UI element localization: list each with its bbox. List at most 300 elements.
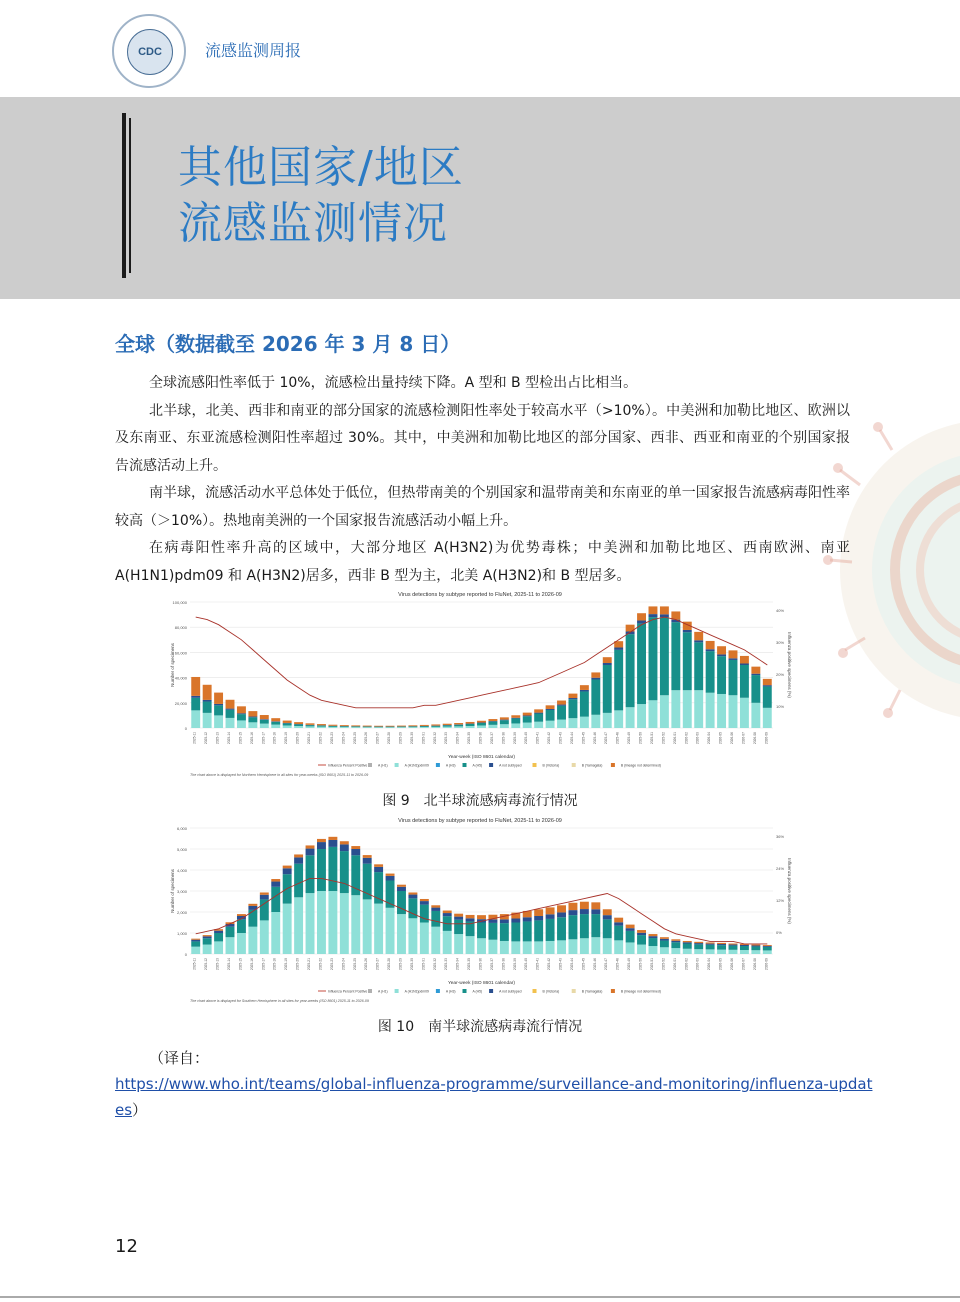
bar-segment (546, 907, 555, 914)
bar-segment (306, 845, 315, 848)
bar-segment (729, 660, 738, 695)
bar-segment (511, 723, 520, 728)
bar-segment (706, 944, 715, 945)
y2-tick-label: 10% (776, 704, 785, 709)
bar-segment (546, 914, 555, 919)
x-tick-label: 2025-20 (295, 958, 300, 971)
x-tick-label: 2025-41 (535, 958, 540, 971)
bar-segment (214, 715, 223, 728)
bar-segment (671, 690, 680, 728)
bar-segment (706, 942, 715, 943)
x-tick-label: 2025-40 (524, 958, 529, 971)
x-tick-label: 2026-09 (764, 958, 769, 971)
x-tick-label: 2026-09 (764, 732, 769, 745)
bar-segment (386, 726, 395, 727)
bar-segment (420, 726, 429, 727)
bar-segment (706, 693, 715, 728)
bar-segment (237, 919, 246, 933)
bar-segment (271, 722, 280, 725)
x-tick-label: 2026-03 (695, 732, 700, 745)
paragraph: 全球流感阳性率低于 10%，流感检出量持续下降。A 型和 B 型检出占比相当。 (149, 375, 638, 391)
bar-segment (306, 849, 315, 856)
legend-label: B (Yamagata) (581, 763, 603, 768)
bar-segment (408, 895, 417, 899)
bar-segment (488, 722, 497, 725)
bar-segment (477, 923, 486, 939)
x-tick-label: 2025-20 (295, 732, 300, 745)
bar-segment (603, 713, 612, 728)
x-tick-label: 2025-13 (215, 732, 220, 745)
bar-segment (637, 613, 646, 620)
y-tick-label: 0 (184, 952, 187, 957)
legend-swatch (436, 989, 440, 993)
bar-segment (614, 926, 623, 941)
bar-segment (294, 857, 303, 863)
x-tick-label: 2025-47 (604, 958, 609, 971)
bar-segment (626, 928, 635, 931)
legend-label: A (H1) (378, 989, 388, 994)
legend-swatch (611, 989, 615, 993)
bar-segment (717, 694, 726, 728)
bar-segment (534, 941, 543, 954)
bar-segment (191, 940, 200, 942)
bar-segment (488, 923, 497, 940)
x-tick-label: 2025-21 (307, 958, 312, 971)
x-tick-label: 2025-31 (421, 732, 426, 745)
bar-segment (340, 725, 349, 726)
bar-segment (500, 724, 509, 728)
bar-segment (626, 925, 635, 929)
x-tick-label: 2026-08 (752, 958, 757, 971)
bar-segment (751, 703, 760, 728)
x-tick-label: 2025-46 (592, 732, 597, 745)
bar-segment (191, 698, 200, 711)
x-tick-label: 2025-50 (638, 732, 643, 745)
bar-segment (614, 647, 623, 649)
bar-segment (603, 919, 612, 938)
bar-segment (568, 915, 577, 939)
x-tick-label: 2025-42 (547, 958, 552, 971)
bar-segment (649, 938, 658, 946)
y-tick-label: 6,000 (176, 826, 187, 831)
x-tick-label: 2025-12 (204, 958, 209, 971)
bar-segment (443, 725, 452, 726)
x-tick-label: 2025-15 (238, 958, 243, 971)
bar-segment (603, 909, 612, 915)
bar-segment (328, 847, 337, 891)
bar-segment (740, 656, 749, 664)
bar-segment (340, 727, 349, 728)
bar-segment (671, 939, 680, 940)
bar-segment (260, 720, 269, 724)
page-header (0, 0, 960, 95)
y-tick-label: 4,000 (176, 868, 187, 873)
banner-title-line-2: 流感监测情况 (178, 198, 448, 249)
bar-segment (523, 716, 532, 717)
bar-segment (763, 708, 772, 728)
legend-label: A (H3) (445, 763, 456, 768)
bar-segment (466, 726, 475, 728)
bar-segment (317, 726, 326, 727)
section-title: 全球（数据截至 2026 年 3 月 8 日） (115, 332, 461, 356)
x-tick-label: 2025-15 (238, 732, 243, 745)
bar-segment (603, 663, 612, 665)
x-tick-label: 2025-16 (249, 732, 254, 745)
x-tick-label: 2025-26 (364, 958, 369, 971)
bar-segment (557, 701, 566, 705)
bar-segment (500, 717, 509, 719)
bar-segment (591, 902, 600, 909)
bar-segment (374, 864, 383, 867)
bar-segment (306, 723, 315, 725)
bar-segment (397, 885, 406, 887)
bar-segment (591, 679, 600, 714)
x-tick-label: 2025-18 (272, 958, 277, 971)
legend-label: B (Victoria) (542, 989, 560, 994)
bar-segment (431, 908, 440, 911)
bar-segment (557, 940, 566, 954)
bar-segment (431, 727, 440, 728)
source-link[interactable]: https://www.who.int/teams/global-influenza-programme/surveillance-and-monitoring/influenza-updates (115, 1075, 873, 1119)
bar-segment (340, 726, 349, 727)
bar-segment (340, 851, 349, 893)
bar-segment (751, 945, 760, 946)
x-tick-label: 2025-44 (569, 732, 574, 745)
bar-segment (523, 716, 532, 722)
bar-segment (306, 726, 315, 728)
bar-segment (660, 947, 669, 954)
bar-segment (488, 919, 497, 923)
bar-segment (420, 901, 429, 905)
bar-segment (649, 936, 658, 938)
x-tick-label: 2025-17 (261, 958, 266, 971)
bar-segment (649, 614, 658, 617)
y-tick-label: 100,000 (172, 600, 187, 605)
x-tick-label: 2025-49 (627, 732, 632, 745)
y2-tick-label: 20% (776, 672, 785, 677)
x-tick-label: 2025-11 (192, 958, 197, 970)
x-tick-label: 2026-07 (741, 958, 746, 971)
legend-swatch (611, 763, 615, 767)
bar-segment (614, 918, 623, 923)
bar-segment (637, 704, 646, 728)
x-tick-label: 2025-29 (398, 958, 403, 971)
x-tick-label: 2026-08 (752, 732, 757, 745)
x-tick-label: 2025-49 (627, 958, 632, 971)
bar-segment (214, 704, 223, 705)
x-tick-label: 2025-32 (432, 732, 437, 745)
bar-segment (454, 914, 463, 917)
x-tick-label: 2025-33 (444, 958, 449, 971)
x-tick-label: 2026-07 (741, 732, 746, 745)
bar-segment (500, 720, 509, 721)
header-title: 流感监测周报 (205, 41, 302, 60)
bar-segment (248, 910, 257, 927)
bar-segment (454, 917, 463, 920)
bar-segment (237, 933, 246, 954)
x-tick-label: 2026-05 (718, 958, 723, 971)
bar-segment (591, 678, 600, 680)
bar-segment (328, 891, 337, 954)
bar-segment (660, 695, 669, 728)
bar-segment (706, 945, 715, 950)
y-tick-label: 3,000 (176, 889, 187, 894)
bar-segment (568, 939, 577, 954)
chart-title: Virus detections by subtype reported to FluNet, 2025-11 to 2026-09 (398, 592, 562, 598)
bar-segment (649, 934, 658, 936)
x-tick-label: 2025-45 (581, 958, 586, 971)
bar-segment (226, 700, 235, 709)
bar-segment (751, 945, 760, 946)
bar-segment (203, 936, 212, 938)
bar-segment (500, 923, 509, 941)
bar-segment (488, 725, 497, 728)
bar-segment (443, 913, 452, 916)
x-tick-label: 2025-26 (364, 732, 369, 745)
bar-segment (568, 910, 577, 915)
x-tick-label: 2025-38 (501, 732, 506, 745)
bar-segment (294, 724, 303, 726)
legend-label: A (H5) (472, 763, 483, 768)
bar-segment (248, 711, 257, 716)
x-tick-label: 2025-28 (387, 732, 392, 745)
bar-segment (363, 727, 372, 728)
bar-segment (557, 905, 566, 912)
bar-segment (763, 947, 772, 951)
bar-segment (603, 915, 612, 919)
bar-segment (397, 887, 406, 891)
bar-segment (271, 887, 280, 912)
bar-segment (397, 727, 406, 728)
bar-segment (203, 700, 212, 702)
bar-segment (363, 864, 372, 900)
legend-swatch (572, 763, 576, 767)
x-tick-label: 2025-28 (387, 958, 392, 971)
bar-segment (637, 930, 646, 933)
legend-label: B (Victoria) (542, 763, 560, 768)
bar-segment (511, 919, 520, 923)
bar-segment (500, 919, 509, 923)
bar-segment (649, 946, 658, 954)
percent-positive-line (196, 617, 768, 708)
bar-segment (351, 855, 360, 895)
legend-swatch (395, 763, 399, 767)
bar-segment (454, 726, 463, 728)
bar-segment (580, 691, 589, 716)
bar-segment (226, 709, 235, 710)
northern-hemisphere-chart (168, 586, 792, 778)
bar-segment (237, 914, 246, 916)
y-tick-label: 1,000 (176, 931, 187, 936)
bar-segment (671, 948, 680, 954)
bar-segment (374, 904, 383, 954)
bar-segment (591, 909, 600, 914)
x-tick-label: 2025-38 (501, 958, 506, 971)
bar-segment (317, 849, 326, 891)
bar-segment (237, 713, 246, 714)
bar-segment (740, 945, 749, 946)
bar-segment (729, 944, 738, 945)
x-tick-label: 2025-36 (478, 958, 483, 971)
bar-segment (546, 705, 555, 709)
x-tick-label: 2025-27 (375, 958, 380, 971)
bar-segment (248, 722, 257, 728)
bar-segment (283, 721, 292, 723)
x-tick-label: 2026-04 (707, 958, 712, 971)
bar-segment (500, 720, 509, 724)
bar-segment (374, 726, 383, 727)
bar-segment (626, 931, 635, 943)
bar-segment (203, 702, 212, 713)
x-tick-label: 2025-14 (227, 732, 232, 745)
bar-segment (420, 727, 429, 728)
legend-swatch (368, 763, 372, 767)
bar-segment (717, 945, 726, 949)
bar-segment (271, 725, 280, 728)
bar-segment (351, 846, 360, 849)
bar-segment (637, 935, 646, 944)
x-tick-label: 2025-35 (467, 732, 472, 745)
bar-segment (408, 725, 417, 726)
x-axis-label: Year-week (ISO 8601 calendar) (447, 981, 516, 986)
bar-segment (214, 705, 223, 715)
legend-swatch (533, 989, 537, 993)
bar-segment (751, 950, 760, 954)
bar-segment (660, 937, 669, 939)
x-tick-label: 2025-24 (341, 958, 346, 971)
x-tick-label: 2025-50 (638, 958, 643, 971)
bar-segment (637, 945, 646, 954)
bar-segment (523, 723, 532, 728)
bar-segment (729, 650, 738, 658)
bar-segment (546, 709, 555, 710)
x-tick-label: 2025-25 (352, 958, 357, 971)
x-tick-label: 2025-22 (318, 732, 323, 745)
bar-segment (363, 858, 372, 864)
legend-swatch (463, 763, 467, 767)
x-tick-label: 2025-17 (261, 732, 266, 745)
bar-segment (214, 941, 223, 954)
x-tick-label: 2025-30 (409, 958, 414, 971)
bar-segment (431, 724, 440, 725)
bar-segment (306, 725, 315, 726)
chart-footnote: The chart above is displayed for Northern Hemisphere in all sites for year-weeks (ISO 8601) 2025-11 to 2026-09 (190, 773, 369, 777)
y2-tick-label: 36% (776, 834, 785, 839)
bar-segment (614, 940, 623, 954)
bar-segment (340, 893, 349, 954)
bar-segment (729, 946, 738, 950)
bar-segment (637, 623, 646, 704)
bar-segment (580, 717, 589, 728)
x-tick-label: 2025-48 (615, 958, 620, 971)
bar-segment (294, 722, 303, 724)
x-tick-label: 2025-37 (489, 732, 494, 745)
bar-segment (694, 944, 703, 949)
bar-segment (546, 710, 555, 721)
bar-segment (260, 899, 269, 920)
bar-segment (271, 718, 280, 721)
bar-segment (408, 727, 417, 728)
bar-segment (488, 940, 497, 954)
bar-segment (271, 721, 280, 722)
bar-segment (763, 945, 772, 946)
x-tick-label: 2025-46 (592, 958, 597, 971)
source-suffix: ） (132, 1101, 148, 1119)
bar-segment (740, 663, 749, 665)
bar-segment (328, 725, 337, 726)
bar-segment (546, 919, 555, 941)
y2-tick-label: 30% (776, 640, 785, 645)
southern-hemisphere-chart (168, 812, 792, 1004)
bar-segment (454, 934, 463, 954)
bar-segment (271, 882, 280, 887)
bar-segment (477, 938, 486, 954)
bar-segment (683, 942, 692, 943)
x-tick-label: 2025-23 (329, 958, 334, 971)
bar-segment (557, 912, 566, 917)
legend-swatch (463, 989, 467, 993)
bar-segment (374, 867, 383, 872)
x-tick-label: 2026-01 (672, 732, 677, 745)
legend-swatch (395, 989, 399, 993)
bar-segment (763, 685, 772, 686)
bar-segment (226, 937, 235, 954)
bar-segment (580, 938, 589, 954)
bar-segment (408, 918, 417, 954)
x-tick-label: 2025-22 (318, 958, 323, 971)
bar-segment (671, 622, 680, 690)
bar-segment (397, 914, 406, 954)
y2-tick-label: 0% (776, 930, 782, 935)
bar-segment (363, 726, 372, 727)
legend-label: Influenza Percent Positive (328, 763, 368, 768)
legend-swatch (489, 989, 493, 993)
bar-segment (317, 727, 326, 728)
bar-segment (534, 916, 543, 920)
bar-segment (306, 855, 315, 893)
bar-segment (729, 950, 738, 954)
x-tick-label: 2025-52 (661, 732, 666, 745)
banner-title-line-1: 其他国家/地区 (178, 142, 464, 193)
bar-segment (740, 698, 749, 728)
x-tick-label: 2025-32 (432, 958, 437, 971)
bar-segment (477, 721, 486, 723)
bar-segment (603, 938, 612, 954)
bar-segment (260, 895, 269, 900)
paragraph: 在病毒阳性率升高的区域中，大部分地区 A(H3N2)为优势毒株；中美洲和加勒比地区、西南欧洲、南亚 A(H1N1)pdm09 和 A(H3N2)居多，西非 B 型为主，北美 A(H3N2)和 B 型居多。 (115, 540, 850, 584)
bar-segment (671, 941, 680, 942)
footer-rule (0, 1296, 960, 1298)
bar-segment (603, 665, 612, 713)
bar-segment (683, 941, 692, 942)
bar-segment (751, 667, 760, 674)
bar-segment (568, 903, 577, 910)
bar-segment (191, 939, 200, 940)
legend-swatch (436, 763, 440, 767)
bar-segment (660, 617, 669, 695)
legend-label: A (H3) (445, 989, 456, 994)
bar-segment (203, 685, 212, 700)
bar-segment (740, 665, 749, 698)
x-tick-label: 2025-30 (409, 732, 414, 745)
x-tick-label: 2026-04 (707, 732, 712, 745)
x-tick-label: 2025-35 (467, 958, 472, 971)
bar-segment (248, 717, 257, 722)
bar-segment (683, 690, 692, 728)
bar-segment (294, 897, 303, 954)
bar-segment (729, 945, 738, 946)
page-number: 12 (115, 1236, 138, 1257)
